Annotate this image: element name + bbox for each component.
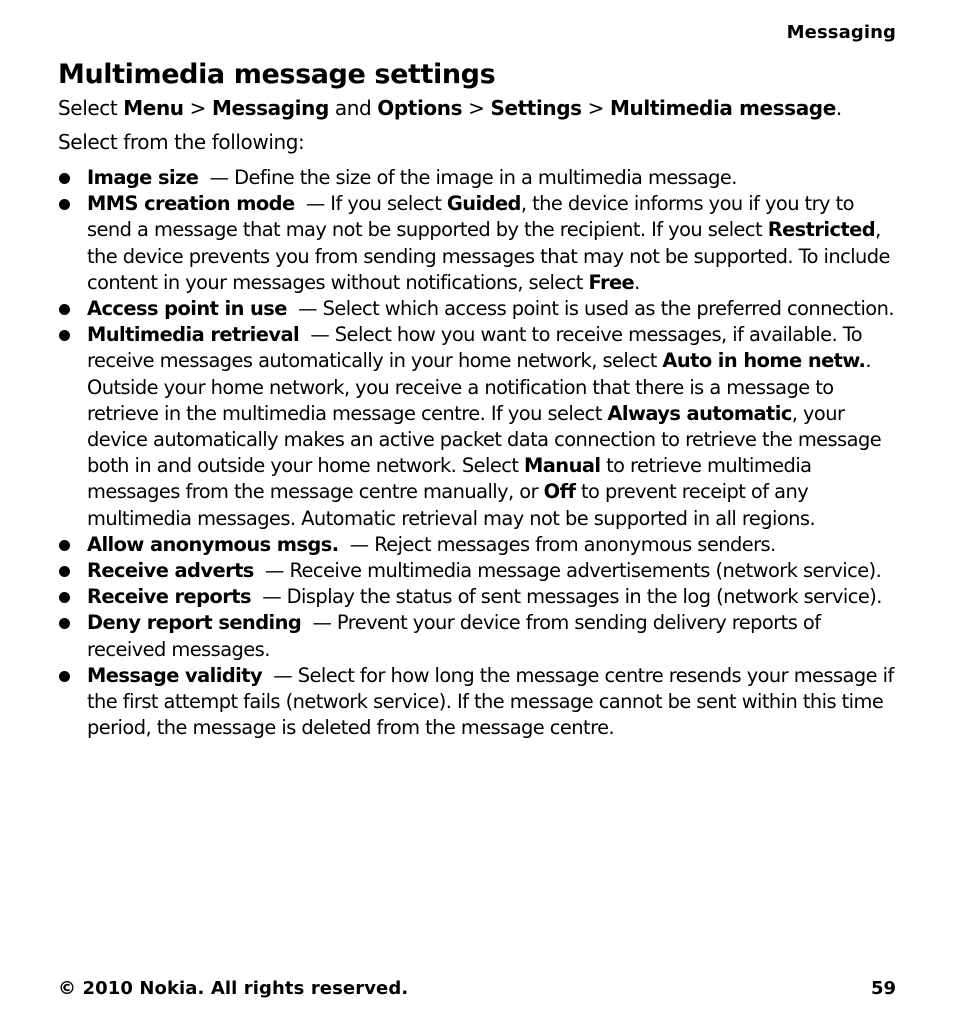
setting-term: Allow anonymous msgs. xyxy=(87,532,339,556)
manual-page xyxy=(58,0,900,1036)
setting-item xyxy=(58,558,900,584)
option-name: Guided xyxy=(446,192,521,216)
bullet-icon xyxy=(59,671,70,682)
setting-item xyxy=(58,165,900,191)
setting-description: , your device automatically makes an active packet data connection to retrieve the message both in and outside your home network. Select xyxy=(87,401,882,478)
setting-item xyxy=(58,532,900,558)
option-name: Auto in home netw. xyxy=(662,349,866,373)
setting-description: — Reject messages from anonymous senders. xyxy=(344,532,776,556)
setting-term: Receive reports xyxy=(87,585,251,609)
running-header: Messaging xyxy=(786,22,896,43)
setting-term: Access point in use xyxy=(87,297,287,321)
bullet-icon xyxy=(59,592,70,603)
option-name: Off xyxy=(543,480,576,504)
setting-description: — Select how you want to receive messages, if available. To receive messages automatically in your home network, select xyxy=(87,323,863,373)
setting-item xyxy=(58,610,900,662)
setting-description: to prevent receipt of any multimedia messages. Automatic retrieval may not be supported in all regions. xyxy=(87,480,816,530)
setting-term: Multimedia retrieval xyxy=(87,323,300,347)
setting-item xyxy=(58,191,900,296)
bullet-icon xyxy=(59,199,70,210)
intro-text: Select from the following: xyxy=(58,130,305,154)
path-separator: > xyxy=(587,96,605,120)
multimedia-message-label: Multimedia message xyxy=(610,96,836,120)
bullet-icon xyxy=(59,618,70,629)
setting-term: Deny report sending xyxy=(87,611,302,635)
options-label: Options xyxy=(377,96,463,120)
menu-label: Menu xyxy=(123,96,184,120)
setting-description: , the device informs you if you try to send a message that may not be supported by the recipient. If you select xyxy=(87,192,854,242)
bullet-icon xyxy=(59,330,70,341)
bullet-icon xyxy=(59,566,70,577)
option-name: Always automatic xyxy=(607,401,792,425)
and-word: and xyxy=(334,96,372,120)
setting-term: Receive adverts xyxy=(87,559,254,583)
copyright-footer: © 2010 Nokia. All rights reserved. xyxy=(58,978,409,999)
setting-description: — Receive multimedia message advertisements (network service). xyxy=(259,559,882,583)
path-separator: > xyxy=(468,96,485,120)
select-word: Select xyxy=(58,96,118,120)
path-period: . xyxy=(835,96,842,120)
path-separator: > xyxy=(189,96,206,120)
page-title: Multimedia message settings xyxy=(58,59,496,90)
setting-item xyxy=(58,663,900,742)
setting-description: . xyxy=(634,270,640,294)
bullet-icon xyxy=(59,304,70,315)
messaging-label: Messaging xyxy=(211,96,329,120)
bullet-icon xyxy=(59,173,70,184)
bullet-icon xyxy=(59,540,70,551)
menu-path-instruction xyxy=(58,95,842,121)
option-name: Restricted xyxy=(767,218,876,242)
setting-term: MMS creation mode xyxy=(87,192,295,216)
settings-label: Settings xyxy=(490,96,582,120)
setting-description: — Select which access point is used as the preferred connection. xyxy=(292,297,894,321)
setting-item xyxy=(58,584,900,610)
option-name: Free xyxy=(588,270,635,294)
setting-description: to retrieve multimedia messages from the message centre manually, or xyxy=(87,454,812,504)
setting-description: — Prevent your device from sending delivery reports of received messages. xyxy=(87,611,821,661)
setting-item xyxy=(58,322,900,532)
setting-term: Message validity xyxy=(87,663,263,687)
setting-description: . Outside your home network, you receive a notification that there is a message to retrieve in the multimedia message centre. If you select xyxy=(87,349,871,425)
setting-description: — If you select xyxy=(300,192,447,216)
setting-item xyxy=(58,296,900,322)
setting-description: — Display the status of sent messages in the log (network service). xyxy=(256,585,882,609)
setting-description: , the device prevents you from sending messages that may not be supported. To include content in your messages without notifications, select xyxy=(87,218,890,294)
setting-term: Image size xyxy=(87,166,199,189)
setting-description: — Define the size of the image in a multimedia message. xyxy=(204,166,737,189)
option-name: Manual xyxy=(524,454,601,478)
settings-list xyxy=(58,165,900,741)
page-number: 59 xyxy=(870,978,896,999)
setting-description: — Select for how long the message centre resends your message if the first attempt fails (network service). If the message cannot be sent within this time period, the message is deleted from the message centre. xyxy=(87,663,894,740)
